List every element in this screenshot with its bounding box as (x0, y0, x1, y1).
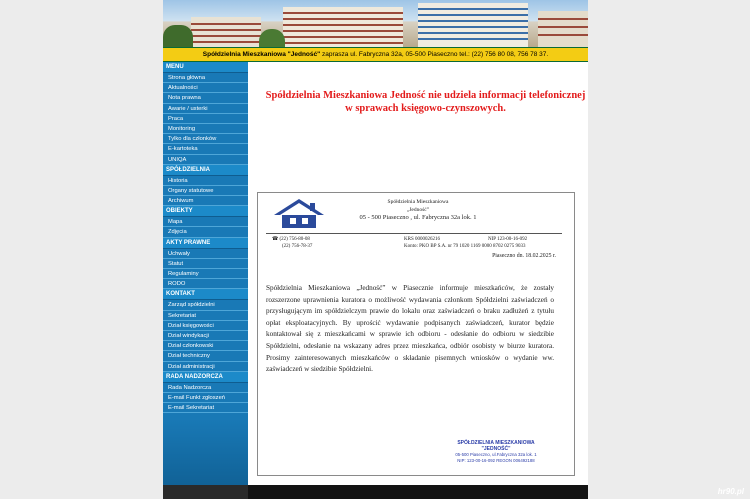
phone-notice: Spółdzielnia Mieszkaniowa Jedność nie udziela informacji telefonicznej w sprawach księgowo-czynszowych. (265, 90, 586, 114)
sidebar-item-statut[interactable]: Statut (163, 259, 248, 269)
letterhead-org-line1: Spółdzielnia Mieszkaniowa (387, 199, 449, 205)
page-footer (163, 485, 588, 499)
menu-section-spoldzielnia: SPÓŁDZIELNIA (163, 165, 248, 176)
building-right (418, 3, 528, 47)
letterhead-org-line2: „Jedność” (406, 207, 430, 213)
sidebar-item-tylko-dla-czlonkow[interactable]: Tylko dla członków (163, 134, 248, 144)
sidebar-item-strona-glowna[interactable]: Strona główna (163, 73, 248, 83)
building-left (191, 17, 261, 47)
tree-shape (259, 29, 285, 47)
footer-sidebar-strip (163, 485, 248, 499)
sidebar-item-rodo[interactable]: RODO (163, 279, 248, 289)
sidebar-item-monitoring[interactable]: Monitoring (163, 124, 248, 134)
sidebar-item-uchwaly[interactable]: Uchwały (163, 249, 248, 259)
menu-section-rada-nadzorcza: RADA NADZORCZA (163, 372, 248, 383)
menu-section-obiekty: OBIEKTY (163, 206, 248, 217)
announcement-letter (257, 192, 575, 476)
sidebar-item-email-zgloszen[interactable]: E-mail Funkt zgłoszeń (163, 393, 248, 403)
building-middle (283, 7, 403, 47)
stamp-line4: NIP: 123-00-16-092 REGON 006492188 (457, 457, 535, 463)
header-banner-photo (163, 0, 588, 47)
phone-icon: ☎ (272, 237, 280, 242)
building-far-right (538, 11, 588, 47)
house-logo-icon (270, 197, 328, 229)
sidebar-item-rada-nadzorcza[interactable]: Rada Nadzorcza (163, 383, 248, 393)
signature-stamp (446, 441, 546, 463)
sidebar-item-organy-statutowe[interactable]: Organy statutowe (163, 186, 248, 196)
sidebar-item-uniqa[interactable]: UNIQA (163, 155, 248, 165)
letterhead-org-address: 05 - 500 Piaseczno , ul. Fabryczna 32a lok. 1 (359, 214, 477, 221)
sidebar-item-dzial-techniczny[interactable]: Dział techniczny (163, 351, 248, 361)
stamp-line1: SPÓŁDZIELNIA MIESZKANIOWA (457, 440, 535, 446)
sidebar-item-zarzad[interactable]: Zarząd spółdzielni (163, 300, 248, 310)
sidebar-item-sekretariat[interactable]: Sekretariat (163, 311, 248, 321)
sidebar-menu (163, 62, 248, 499)
sidebar-item-dzial-administracji[interactable]: Dział administracji (163, 362, 248, 372)
letter-body: Spółdzielnia Mieszkaniowa „Jedność” w Piasecznie informuje mieszkańców, że zostały rozszerzone uprawnienia kuratora o możliwość wydawania członkom Spółdzielni zaświadczeń o przysługującym im spółdzielczym prawie do lokalu oraz zaświadczeń o braku zadłużeń z tytułu opłat eksploatacyjnych. By uprościć wydawanie podpisanych zaświadczeń, kurator będzie kontaktował się z mieszkańcami w sprawie ich odbioru - odesłanie do odbioru w siedzibie Spółdzielni, odesłanie na wskazany adres przez mieszkańca, odbiór osobisty w biurze kuratora. Prosimy zainteresowanych mieszkańców o składanie pisemnych wniosków o wydanie ww. zaświadczeń w siedzibie Spółdzielni. (266, 284, 554, 374)
tree-shape (163, 25, 193, 47)
sidebar-item-archiwum[interactable]: Archiwum (163, 196, 248, 206)
letterhead-org (343, 198, 493, 222)
letterhead-phones (272, 237, 312, 250)
sidebar-item-nota-prawna[interactable]: Nota prawna (163, 93, 248, 103)
sidebar-item-dzial-ksiegowosci[interactable]: Dział księgowości (163, 321, 248, 331)
sidebar-item-dzial-czlonkowski[interactable]: Dział członkowski (163, 341, 248, 351)
contact-info-bar (163, 47, 588, 62)
sidebar-item-email-sekretariat[interactable]: E-mail Sekretariat (163, 403, 248, 413)
letterhead-nip: NIP 123-00-16-092 (488, 237, 528, 242)
sidebar-item-e-kartoteka[interactable]: E-kartoteka (163, 144, 248, 154)
menu-section-menu: MENU (163, 62, 248, 73)
menu-section-akty-prawne: AKTY PRAWNE (163, 238, 248, 249)
letter-date: Piaseczno dn. 18.02.2025 r. (492, 253, 556, 259)
sidebar-item-historia[interactable]: Historia (163, 176, 248, 186)
coop-name-bold: Spółdzielnia Mieszkaniowa "Jedność" (202, 51, 321, 58)
watermark: hr90.pl (717, 487, 744, 496)
letterhead-krs: KRS 0000026216 (404, 237, 440, 242)
sidebar-item-praca[interactable]: Praca (163, 114, 248, 124)
stamp-line2: "JEDNOŚĆ" (481, 445, 511, 452)
sidebar-item-dzial-windykacji[interactable]: Dział windykacji (163, 331, 248, 341)
sidebar-item-zdjecia[interactable]: Zdjęcia (163, 227, 248, 237)
letterhead-phone1: (22) 756-80-08 (279, 237, 310, 242)
sidebar-item-regulaminy[interactable]: Regulaminy (163, 269, 248, 279)
page-container (163, 0, 588, 499)
letterhead-phone2: (22) 756-78-37 (282, 243, 313, 249)
letterhead-account: Konto: PKO BP S.A. nr 79 1020 1169 0000 8702 0275 9033 (404, 243, 526, 249)
sidebar-item-awarie[interactable]: Awarie / usterki (163, 104, 248, 114)
menu-section-kontakt: KONTAKT (163, 289, 248, 300)
sidebar-item-aktualnosci[interactable]: Aktualności (163, 83, 248, 93)
stamp-line3: 05-500 Piaseczno, ul.Fabryczna 32a lok. 1 (455, 452, 537, 457)
letterhead-divider (266, 233, 562, 234)
sidebar-item-mapa[interactable]: Mapa (163, 217, 248, 227)
contact-details: zaprasza ul. Fabryczna 32a, 05-500 Piaseczno tel.: (22) 756 80 08, 756 78 37. (320, 51, 549, 58)
